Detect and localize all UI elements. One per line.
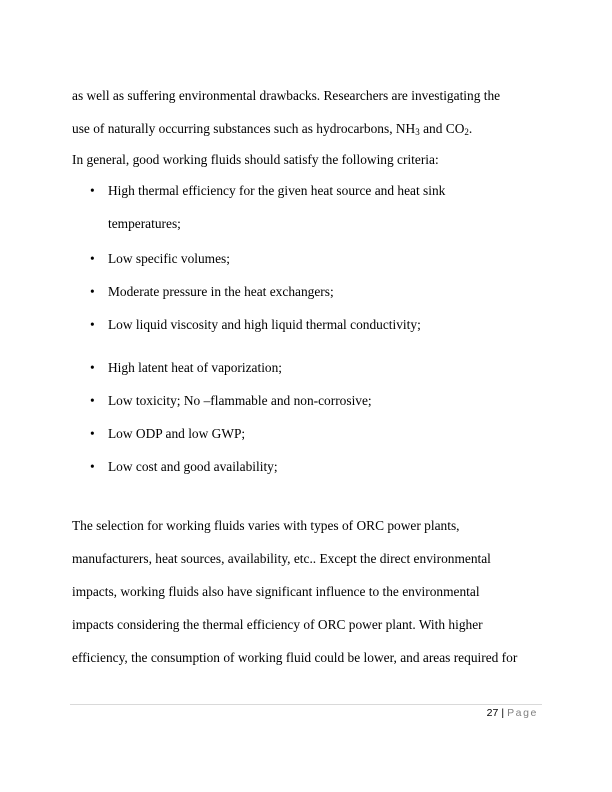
bullet-icon: •	[90, 284, 95, 299]
list-item-continuation: temperatures;	[108, 216, 181, 231]
bullet-icon: •	[90, 183, 95, 198]
list-item: Low cost and good availability;	[108, 459, 278, 474]
page-label: Page	[507, 707, 538, 719]
bullet-icon: •	[90, 393, 95, 408]
paragraph-line	[72, 121, 472, 137]
bullet-icon: •	[90, 317, 95, 332]
paragraph-line: impacts considering the thermal efficiency of ORC power plant. With higher	[72, 617, 483, 632]
criteria-intro: In general, good working fluids should satisfy the following criteria:	[72, 152, 439, 167]
bullet-icon: •	[90, 360, 95, 375]
subscript: 2	[464, 127, 469, 137]
list-item: Low liquid viscosity and high liquid thermal conductivity;	[108, 317, 421, 332]
paragraph-line: efficiency, the consumption of working fluid could be lower, and areas required for	[72, 650, 518, 665]
paragraph-line: manufacturers, heat sources, availability, etc.. Except the direct environmental	[72, 551, 491, 566]
bullet-icon: •	[90, 459, 95, 474]
list-item: High latent heat of vaporization;	[108, 360, 283, 375]
paragraph-line: The selection for working fluids varies with types of ORC power plants,	[72, 518, 460, 533]
list-item: Low specific volumes;	[108, 251, 230, 266]
text-run: .	[468, 121, 473, 136]
page-footer	[487, 707, 538, 719]
paragraph-line: impacts, working fluids also have significant influence to the environmental	[72, 584, 480, 599]
text-run: use of naturally occurring substances such as hydrocarbons, NH	[72, 121, 416, 136]
paragraph-line: as well as suffering environmental drawbacks. Researchers are investigating the	[72, 88, 501, 103]
bullet-icon: •	[90, 251, 95, 266]
footer-divider	[70, 704, 542, 705]
text-run: and CO	[419, 121, 465, 136]
subscript: 3	[415, 127, 420, 137]
footer-separator: |	[501, 707, 505, 719]
list-item: High thermal efficiency for the given heat source and heat sink	[108, 183, 446, 198]
list-item: Low toxicity; No –flammable and non-corrosive;	[108, 393, 372, 408]
list-item: Moderate pressure in the heat exchangers;	[108, 284, 334, 299]
list-item: Low ODP and low GWP;	[108, 426, 246, 441]
page-number: 27	[486, 707, 499, 719]
bullet-icon: •	[90, 426, 95, 441]
